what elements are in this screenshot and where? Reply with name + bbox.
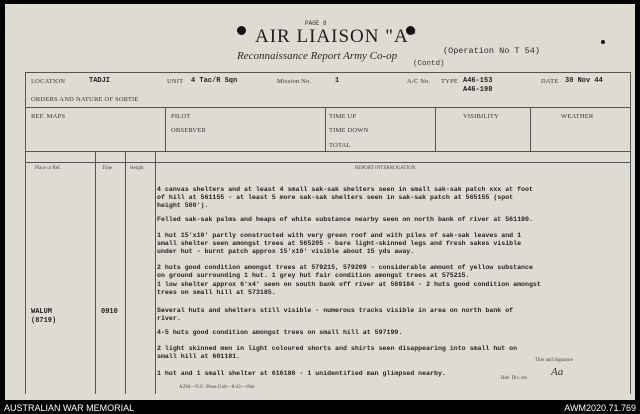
form-divider-v bbox=[530, 107, 531, 151]
archive-accession: AWM2020.71.769 bbox=[564, 403, 636, 413]
form-code: A294—N.G. Press Unit—8/43—10m bbox=[179, 385, 255, 390]
mission-label: Mission No. bbox=[277, 78, 312, 85]
form-title: AIR LIAISON "A" bbox=[255, 26, 418, 47]
unit-value: 4 Tac/R Sqn bbox=[191, 77, 238, 85]
column-divider bbox=[125, 151, 126, 394]
report-line: under hut - burnt patch approx 15'x10' visible about 15 yds away. bbox=[157, 248, 415, 255]
place-entry: WALUM bbox=[31, 308, 53, 316]
weather-label: WEATHER bbox=[561, 113, 594, 120]
orders-label: ORDERS AND NATURE OF SORTIE bbox=[31, 96, 139, 103]
visibility-label: VISIBILITY bbox=[463, 113, 499, 120]
report-line: 2 light skinned men in light coloured shorts and shirts seen disappearing into small hut on bbox=[157, 345, 518, 352]
report-line: of hill at 561155 - at least 5 more sak-sak shelters seen in sak-sak patch at 565155 (spot bbox=[157, 194, 514, 201]
report-line: height 500'). bbox=[157, 202, 209, 209]
handwritten-signature: Aa bbox=[551, 366, 564, 378]
report-line: 1 hut and 1 small shelter at 616180 - 1 unidentified man glimpsed nearby. bbox=[157, 370, 446, 377]
ac-label: A/C No. bbox=[407, 78, 431, 85]
form-divider-v bbox=[325, 107, 326, 151]
observer-label: OBSERVER bbox=[171, 127, 207, 134]
time-entry: 0910 bbox=[101, 308, 118, 316]
form-subtitle: Reconnaissance Report Army Co-op bbox=[237, 50, 398, 62]
type-value-1: A46-153 bbox=[463, 77, 493, 85]
archive-credit: AUSTRALIAN WAR MEMORIAL bbox=[4, 403, 135, 413]
time-up-label: TIME UP bbox=[329, 113, 357, 120]
report-line: on ground surrounding 1 hut. 1 grey hut fair condition amongst trees at 575215. bbox=[157, 272, 470, 279]
form-border-right bbox=[630, 72, 631, 394]
time-column-header: Time bbox=[102, 166, 113, 171]
operation-number: (Operation No T 54) bbox=[443, 46, 540, 56]
form-border-bottom bbox=[25, 151, 631, 152]
height-column-header: Height bbox=[130, 166, 144, 171]
division-label: Bde. Div. etc. bbox=[501, 376, 529, 381]
report-line: trees on small hill at 573185. bbox=[157, 289, 276, 296]
location-value: TADJI bbox=[89, 77, 111, 85]
column-header-line bbox=[25, 162, 631, 163]
form-divider-v bbox=[165, 107, 166, 151]
place-ref-entry: (8719) bbox=[31, 317, 57, 325]
report-line: 1 low shelter approx 6'x4' seen on south bank off river at 569184 - 2 huts good condition amongst bbox=[157, 281, 541, 288]
report-line: small shelter seen amongst trees at 565205 - bare light-skinned legs and fresh sakes visible bbox=[157, 240, 522, 247]
date-label: DATE bbox=[541, 78, 559, 85]
form-border-left bbox=[25, 72, 26, 394]
form-divider-v bbox=[435, 107, 436, 151]
time-down-label: TIME DOWN bbox=[329, 127, 369, 134]
report-line: 4 canvas shelters and at least 4 small sak-sak shelters seen in small sak-sak patch xxx at foot bbox=[157, 186, 533, 193]
total-label: TOTAL bbox=[329, 142, 351, 149]
column-divider bbox=[95, 151, 96, 394]
report-line: 2 huts good condition amongst trees at 579215, 579209 - considerable amount of yellow substance bbox=[157, 264, 533, 271]
report-line: Felled sak-sak palms and heaps of white substance nearby seen on north bank of river at 561190. bbox=[157, 216, 533, 223]
column-divider bbox=[155, 151, 156, 394]
report-column-header: REPORT INTERROGATION bbox=[355, 166, 416, 171]
page-mark: PAGE 8 bbox=[305, 20, 327, 27]
unit-label: UNIT bbox=[167, 78, 184, 85]
mission-value: 1 bbox=[335, 77, 340, 85]
report-line: 4-5 huts good condition amongst trees on small hill at 597190. bbox=[157, 329, 403, 336]
document-page bbox=[5, 4, 635, 400]
report-line: river. bbox=[157, 315, 181, 322]
location-label: LOCATION bbox=[31, 78, 66, 85]
form-border-top bbox=[25, 72, 631, 73]
date-value: 30 Nov 44 bbox=[565, 77, 603, 85]
report-line: small hill at 601181. bbox=[157, 353, 241, 360]
place-column-header: Place or Ref. bbox=[35, 166, 61, 171]
form-divider bbox=[25, 107, 631, 108]
report-line: Several huts and shelters still visible - numerous tracks visible in area on north bank of bbox=[157, 307, 514, 314]
pilot-label: PILOT bbox=[171, 113, 191, 120]
report-line: 1 hut 15'x10' partly constructed with very green roof and with piles of sak-sak leaves and 1 bbox=[157, 232, 522, 239]
punch-mark bbox=[601, 40, 605, 44]
punch-hole bbox=[237, 26, 246, 35]
ref-maps-label: REF. MAPS bbox=[31, 113, 66, 120]
type-label: TYPE bbox=[441, 78, 459, 85]
signature-label: Title and Signature bbox=[535, 358, 574, 363]
type-value-2: A46-198 bbox=[463, 86, 493, 94]
continued-mark: (Contd) bbox=[413, 60, 445, 68]
